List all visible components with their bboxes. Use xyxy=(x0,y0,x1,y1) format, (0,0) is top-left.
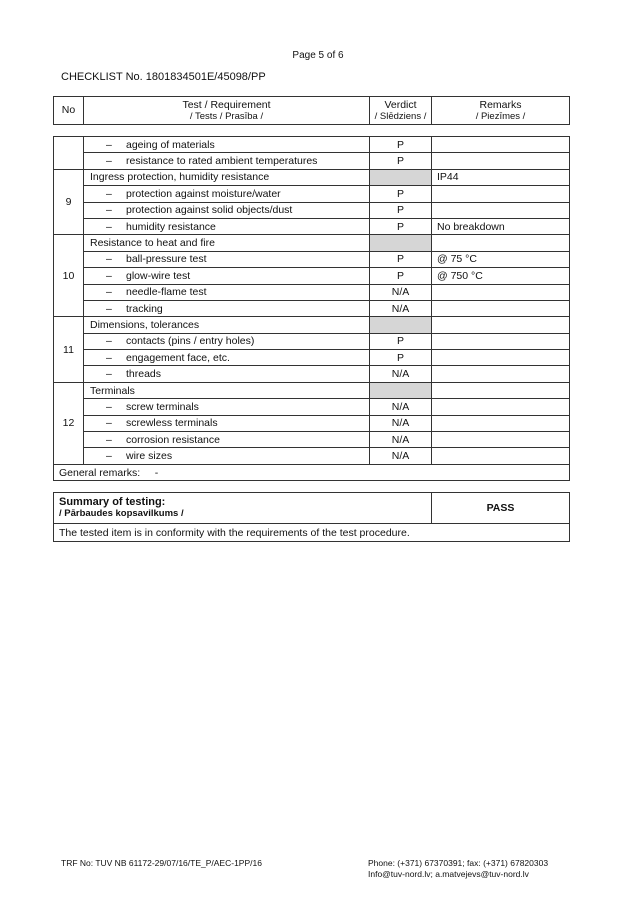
row-no xyxy=(54,137,84,170)
row-verdict: N/A xyxy=(370,415,432,431)
row-remark xyxy=(432,415,570,431)
row-label: – screw terminals xyxy=(84,399,370,415)
row-label: – resistance to rated ambient temperatures xyxy=(84,153,370,169)
row-verdict xyxy=(370,169,432,185)
table-row xyxy=(54,333,570,349)
header-test xyxy=(84,97,370,125)
row-label: – tracking xyxy=(84,300,370,316)
row-label: – contacts (pins / entry holes) xyxy=(84,333,370,349)
row-label: – needle-flame test xyxy=(84,284,370,300)
header-verdict xyxy=(370,97,432,125)
row-remark xyxy=(432,235,570,251)
row-verdict: N/A xyxy=(370,366,432,382)
table-row xyxy=(54,268,570,284)
row-label: – ball-pressure test xyxy=(84,251,370,267)
table-row xyxy=(54,186,570,202)
row-remark xyxy=(432,333,570,349)
section-label: Ingress protection, humidity resistance xyxy=(84,169,370,185)
row-remark xyxy=(432,350,570,366)
general-remarks-row xyxy=(54,464,570,480)
header-test-label: Test / Requirement xyxy=(182,98,271,111)
general-remarks: General remarks: - xyxy=(54,464,570,480)
table-row xyxy=(54,251,570,267)
row-verdict: P xyxy=(370,218,432,234)
row-remark: No breakdown xyxy=(432,218,570,234)
section-row xyxy=(54,235,570,251)
row-label: – protection against solid objects/dust xyxy=(84,202,370,218)
table-row xyxy=(54,415,570,431)
row-remark xyxy=(432,382,570,398)
row-remark: @ 750 °C xyxy=(432,268,570,284)
section-row xyxy=(54,317,570,333)
row-remark xyxy=(432,202,570,218)
header-remarks-sub: / Piezīmes / xyxy=(475,110,526,122)
table-row xyxy=(54,218,570,234)
header-remarks-label: Remarks xyxy=(479,98,522,111)
footer-contacts xyxy=(368,858,548,880)
row-verdict: P xyxy=(370,350,432,366)
section-no: 12 xyxy=(54,382,84,464)
row-remark xyxy=(432,284,570,300)
table-row xyxy=(54,432,570,448)
header-verdict-label: Verdict xyxy=(384,98,417,111)
row-verdict: P xyxy=(370,153,432,169)
summary-result: PASS xyxy=(432,493,570,524)
table-row xyxy=(54,399,570,415)
summary-table xyxy=(53,492,570,542)
row-label: – corrosion resistance xyxy=(84,432,370,448)
section-no: 11 xyxy=(54,317,84,383)
row-verdict: P xyxy=(370,186,432,202)
row-verdict: N/A xyxy=(370,432,432,448)
row-verdict: P xyxy=(370,137,432,153)
table-row xyxy=(54,153,570,169)
footer-email: Info@tuv-nord.lv; a.matvejevs@tuv-nord.lv xyxy=(368,869,529,879)
table-row xyxy=(54,350,570,366)
row-verdict: P xyxy=(370,251,432,267)
row-remark: IP44 xyxy=(432,169,570,185)
row-label: – engagement face, etc. xyxy=(84,350,370,366)
row-label: – humidity resistance xyxy=(84,218,370,234)
footer-trf: TRF No: TUV NB 61172-29/07/16/TE_P/AEC-1PP/16 xyxy=(61,858,262,868)
table-row xyxy=(54,448,570,464)
section-row xyxy=(54,169,570,185)
row-remark xyxy=(432,186,570,202)
section-label: Resistance to heat and fire xyxy=(84,235,370,251)
row-label: – ageing of materials xyxy=(84,137,370,153)
row-label: – screwless terminals xyxy=(84,415,370,431)
table-row xyxy=(54,202,570,218)
table-row xyxy=(54,284,570,300)
row-remark xyxy=(432,432,570,448)
row-verdict: N/A xyxy=(370,284,432,300)
row-verdict: N/A xyxy=(370,399,432,415)
row-verdict: N/A xyxy=(370,448,432,464)
row-remark xyxy=(432,317,570,333)
summary-conclusion: The tested item is in conformity with the requirements of the test procedure. xyxy=(54,524,570,542)
row-verdict: N/A xyxy=(370,300,432,316)
row-verdict: P xyxy=(370,333,432,349)
row-remark xyxy=(432,399,570,415)
table-row xyxy=(54,366,570,382)
header-no: No xyxy=(54,97,84,125)
page-number: Page 5 of 6 xyxy=(292,50,344,61)
summary-title-label: Summary of testing: xyxy=(59,496,166,508)
row-remark xyxy=(432,300,570,316)
footer-phone: Phone: (+371) 67370391; fax: (+371) 67820303 xyxy=(368,858,549,868)
table-header xyxy=(53,96,570,125)
summary-title xyxy=(54,493,432,524)
table-row xyxy=(54,137,570,153)
header-remarks xyxy=(432,97,570,125)
section-row xyxy=(54,382,570,398)
row-verdict xyxy=(370,382,432,398)
checklist-table xyxy=(53,136,570,481)
header-verdict-sub: / Slēdziens / xyxy=(374,110,427,122)
table-row xyxy=(54,300,570,316)
row-verdict: P xyxy=(370,202,432,218)
row-remark xyxy=(432,153,570,169)
row-remark: @ 75 °C xyxy=(432,251,570,267)
row-label: – wire sizes xyxy=(84,448,370,464)
row-verdict xyxy=(370,317,432,333)
section-label: Dimensions, tolerances xyxy=(84,317,370,333)
summary-title-sub: / Pārbaudes kopsavilkums / xyxy=(59,508,184,519)
section-no: 10 xyxy=(54,235,84,317)
section-no: 9 xyxy=(54,169,84,235)
row-remark xyxy=(432,137,570,153)
section-label: Terminals xyxy=(84,382,370,398)
row-remark xyxy=(432,448,570,464)
row-label: – glow-wire test xyxy=(84,268,370,284)
checklist-title: CHECKLIST No. 1801834501E/45098/PP xyxy=(61,71,266,83)
row-verdict: P xyxy=(370,268,432,284)
row-verdict xyxy=(370,235,432,251)
row-remark xyxy=(432,366,570,382)
row-label: – threads xyxy=(84,366,370,382)
row-label: – protection against moisture/water xyxy=(84,186,370,202)
header-test-sub: / Tests / Prasība / xyxy=(189,110,264,122)
